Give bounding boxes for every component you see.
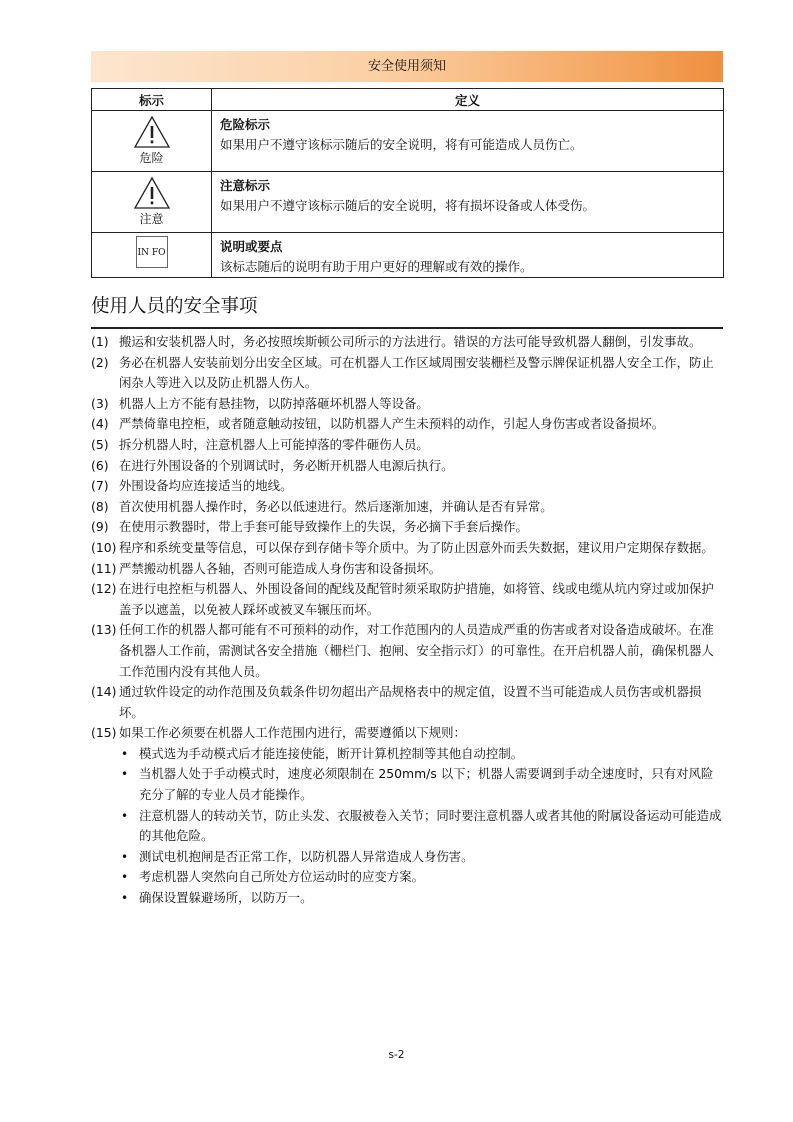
bullet-icon: •	[121, 808, 129, 823]
definition-title: 说明或要点	[220, 239, 283, 254]
bullet-icon: •	[121, 891, 129, 906]
header-banner	[91, 51, 723, 82]
bullet-item: • 测试电机抱闸是否正常工作，以防机器人异常造成人身伤害。	[119, 847, 723, 868]
list-item: (5) 拆分机器人时，注意机器人上可能掉落的零件砸伤人员。	[91, 436, 429, 452]
definition-title: 危险标示	[220, 117, 271, 132]
symbol-label: 危险	[139, 151, 164, 165]
list-item: (9) 在使用示教器时，带上手套可能导致操作上的失误，务必摘下手套后操作。	[91, 519, 528, 535]
list-item: (6) 在进行外围设备的个别调试时，务必断开机器人电源后执行。	[91, 457, 454, 473]
list-item: (7) 外围设备均应连接适当的地线。	[91, 478, 293, 494]
bullet-item: • 注意机器人的转动关节，防止头发、衣服被卷入关节；同时要注意机器人或者其他的附属设备运动可能造成的其他危险。	[121, 807, 722, 844]
list-item: (2) 务必在机器人安装前划分出安全区域。可在机器人工作区域周围安装栅栏及警示牌保证机器人安全工作，防止闲杂人等进入以及防止机器人伤人。	[91, 354, 714, 391]
bullet-item: • 确保设置躲避场所，以防万一。	[119, 888, 723, 909]
header-title: 安全使用须知	[367, 59, 446, 74]
table-row	[92, 111, 724, 172]
symbol-cell	[92, 111, 212, 172]
bullet-item: • 当机器人处于手动模式时，速度必须限制在 250mm/s 以下；机器人需要调到手动全速度时，只有对风险充分了解的专业人员才能操作。	[121, 766, 714, 803]
definition-cell	[212, 172, 724, 233]
list-item: (10) 程序和系统变量等信息，可以保存到存储卡等介质中。为了防止因意外而丢失数据，建议用户定期保存数据。	[91, 539, 714, 555]
caution-triangle-icon	[133, 176, 171, 210]
definition-title: 注意标示	[220, 178, 271, 193]
list-item: (1) 搬运和安装机器人时，务必按照埃斯顿公司所示的方法进行。错误的方法可能导致机器人翻倒，引发事故。	[91, 334, 702, 349]
section-title: 使用人员的安全事项	[91, 296, 258, 317]
bullet-icon: •	[121, 849, 129, 864]
bullet-icon: •	[121, 767, 129, 782]
bullet-icon: •	[121, 870, 129, 885]
list-item: (13) 任何工作的机器人都可能有不可预料的动作，对工作范围内的人员造成严重的伤害或者对设备造成破坏。在准备机器人工作前，需测试各安全措施（栅栏门、抱闸、安全指示灯）的可靠性。在开启机器人前，确保机器人工作范围内没有其他人员。	[91, 622, 714, 679]
list-item: (11) 严禁搬动机器人各轴，否则可能造成人身伤害和设备损坏。	[91, 560, 442, 576]
definition-text: 该标志随后的说明有助于用户更好的理解或有效的操作。	[220, 259, 533, 274]
list-item: (12) 在进行电控柜与机器人、外围设备间的配线及配管时须采取防护措施，如将管、线或电缆从坑内穿过或加保护盖予以遮盖，以免被人踩坏或被叉车辗压而坏。	[91, 581, 714, 617]
page-number: s-2	[388, 1049, 405, 1061]
definition-text: 如果用户不遵守该标示随后的安全说明，将有可能造成人员伤亡。	[220, 137, 583, 152]
list-item: (4) 严禁倚靠电控柜，或者随意触动按钮，以防机器人产生未预料的动作，引起人身伤害或者设备损坏。	[91, 416, 665, 432]
list-item: (8) 首次使用机器人操作时，务必以低速进行。然后逐渐加速，并确认是否有异常。	[91, 498, 553, 514]
definition-table	[91, 88, 724, 278]
section-divider	[91, 327, 723, 329]
list-item: (15) 如果工作必须要在机器人工作范围内进行，需要遵循以下规则： • 模式选为手动模式后才能连接使能，断开计算机控制等其他自动控制。 • 当机器人处于手动模式时，速度必须限制在 250mm/s 以下；机器人需要调到手动全速度时，只有对风险充分了解的专业人员才能操作。 • 注意机器人的转动关节，防止头发、衣服被卷入关节；同时要注意机器人或者其他的附属设备运动可能造成的其他危险。 • 测试电机抱闸是否正常工作，以防机器人异常造成人身伤害。 • 考虑机器人突然向自己所处方位运动时的应变方案。 • 确保设置躲避场所，以防万一。	[91, 723, 723, 908]
list-item: (3) 机器人上方不能有悬挂物，以防掉落砸坏机器人等设备。	[91, 395, 429, 411]
safety-rules-list	[91, 332, 723, 909]
definition-text: 如果用户不遵守该标示随后的安全说明，将有损坏设备或人体受伤。	[220, 198, 596, 213]
col-symbol-header: 标示	[92, 89, 212, 111]
bullet-item: • 考虑机器人突然向自己所处方位运动时的应变方案。	[119, 867, 723, 888]
list-item: (14) 通过软件设定的动作范围及负载条件切勿超出产品规格表中的规定值，设置不当可能造成人员伤害或机器损坏。	[91, 684, 702, 720]
symbol-cell	[92, 172, 212, 233]
table-row	[92, 233, 724, 278]
definition-cell	[212, 233, 724, 278]
col-definition-header: 定义	[212, 89, 724, 111]
info-icon: IN FO	[136, 236, 168, 268]
bullet-list	[119, 744, 723, 909]
symbol-cell	[92, 233, 212, 278]
bullet-icon: •	[121, 746, 129, 761]
table-row	[92, 172, 724, 233]
symbol-label: 注意	[139, 212, 164, 226]
definition-cell	[212, 111, 724, 172]
bullet-item: • 模式选为手动模式后才能连接使能，断开计算机控制等其他自动控制。	[119, 744, 723, 765]
warning-triangle-icon	[133, 115, 171, 149]
